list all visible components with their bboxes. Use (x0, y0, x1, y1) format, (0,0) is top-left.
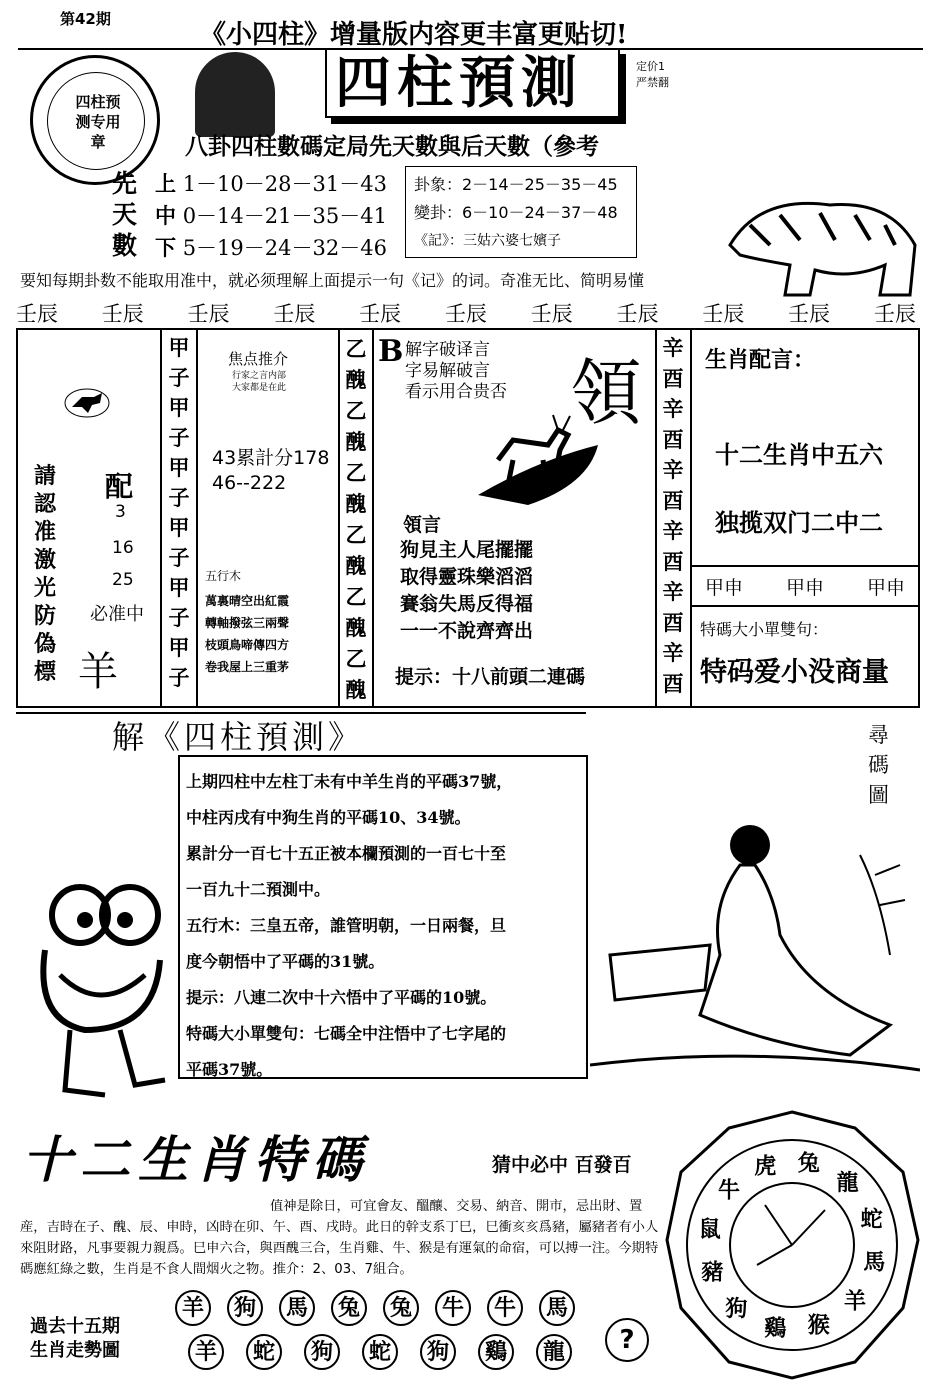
b-line: 看示用合贵否 (405, 382, 507, 402)
number-row-lower: 下 5－19－24－32－46 (155, 235, 387, 260)
frog-cartoon (25, 880, 175, 1110)
number-row-middle: 中 0－14－21－35－41 (155, 203, 387, 228)
ling-line: 狗見主人尾擺擺 (400, 539, 534, 561)
special-rule (690, 605, 920, 607)
jiashen-row (705, 573, 905, 600)
wheel-zodiac-label: 牛 (717, 1177, 741, 1204)
horse-logo-icon (62, 385, 112, 421)
brush-title: 十二生肖特碼 (22, 1130, 370, 1189)
special-text: 特码爱小没商量 (700, 657, 889, 688)
ling-line: 賽翁失馬反得福 (400, 593, 534, 615)
seal-stamp: 四柱预测专用章 (30, 55, 160, 185)
ganzhi-row (16, 298, 916, 328)
ganzhi-item: 壬辰 (616, 302, 659, 326)
wheel-zodiac-label: 狗 (725, 1296, 748, 1322)
b-lines (405, 340, 507, 403)
wheel-zodiac-label: 鼠 (698, 1216, 721, 1243)
jiashen-item: 甲申 (866, 577, 905, 599)
wheel-zodiac-label: 龍 (836, 1170, 859, 1196)
yichou-column: 乙醜 乙醜 乙醜 乙醜 乙醜 乙醜 (345, 336, 367, 702)
wuxing-label: 五行木 (205, 569, 242, 583)
zodiac-pill: 羊 (188, 1334, 224, 1370)
wheel-zodiac-label: 兔 (797, 1150, 820, 1177)
wheel-zodiac-label: 猴 (807, 1312, 830, 1339)
explain-line: 度今朝悟中了平碼的31號。 (186, 952, 385, 971)
pei-label: 配 (105, 470, 134, 503)
tip-line: 提示：十八前頭二連碼 (395, 666, 586, 688)
author-photo (195, 52, 275, 137)
special-label: 特碼大小單雙句： (700, 620, 829, 639)
zodiac-pill: 羊 (175, 1290, 211, 1326)
guess-slogan: 猜中必中 百發百 (492, 1154, 632, 1176)
price-note: 严禁翻 (636, 76, 669, 89)
lady-illustration (590, 815, 920, 1080)
wheel-zodiac-label: 馬 (863, 1249, 886, 1276)
focus-sub-1: 行家之言内部 (232, 371, 287, 381)
main-title: 四柱預測 (335, 50, 583, 116)
ganzhi-item: 壬辰 (101, 302, 144, 326)
issue-number: 第42期 (60, 10, 111, 28)
title-banner: 《小四柱》增量版内容更丰富更贴切! (200, 20, 628, 48)
bottom-paragraph: 值神是除日，可宜會友、醞釀、交易、納音、開市，忌出財、置産，吉時在子、醜、辰、申時，凶時在卯、午、酉、戌時。此日的幹支系丁巳，巳衝亥亥爲豬，屬豬者有小人來阻財路，凡事要親力親爲。巳申六合，與酉醜三合，生肖雞、牛、猴是有運氣的命宿，可以搏一注。今期特碼應紅綠之數，生肖是不食人間烟火之物。推介：2、03、7組合。 (20, 1199, 659, 1277)
poem-line: 萬裏晴空出紅霞 (205, 594, 290, 608)
ling-title: 領言 (403, 514, 442, 536)
history-row-2 (188, 1334, 594, 1370)
poem-line: 卷我屋上三重茅 (205, 660, 290, 674)
ganzhi-item: 壬辰 (273, 302, 316, 326)
zodiac-pill: 狗 (227, 1290, 263, 1326)
zodiac-pill: 牛 (487, 1290, 523, 1326)
yang-character: 羊 (78, 649, 118, 695)
explain-line: 特碼大小單雙句：七碼全中注悟中了七字尾的 (186, 1024, 507, 1043)
xian-tian-shu-labels: 先 天 數 (112, 169, 138, 260)
focus-sub-2: 大家都是在此 (232, 383, 287, 393)
price-label: 定价1 (636, 60, 665, 73)
explain-line: 上期四柱中左柱丁未有中羊生肖的平碼37號， (186, 772, 513, 791)
notice-text: 要知每期卦数不能取用准中，就必须理解上面提示一句《记》的词。奇准无比、简明易懂 (20, 271, 645, 290)
zodiac-pill: 狗 (420, 1334, 456, 1370)
explain-line: 累計分一百七十五正被本欄預測的一百七十至 (186, 844, 507, 863)
zodiac-pill: 馬 (279, 1290, 315, 1326)
number-row-upper: 上 1－10－28－31－43 (155, 171, 387, 196)
anti-fake-vertical: 請認准激光防偽標 (34, 463, 57, 685)
explain-title: 解《四柱預測》 (112, 718, 365, 756)
zodiac-pill: 龍 (536, 1334, 572, 1370)
zodiac-wheel (665, 1110, 920, 1380)
ganzhi-item: 壬辰 (16, 302, 58, 326)
zodiac-pill: 馬 (539, 1290, 575, 1326)
b-line: 解字破译言 (405, 340, 490, 360)
history-tag-2: 生肖走勢圖 (30, 1340, 120, 1361)
wheel-zodiac-label: 蛇 (860, 1206, 883, 1233)
explain-lines (186, 764, 584, 1088)
ganzhi-item: 壬辰 (873, 302, 916, 326)
zodiac-line-2: 独揽双门二中二 (715, 509, 883, 537)
explain-line: 五行木：三皇五帝，誰管明朝，一日兩餐，旦 (186, 916, 507, 935)
poem-line: 轉軸撥弦三兩聲 (205, 616, 290, 630)
b-line: 字易解破言 (405, 361, 490, 381)
ling-lines (400, 537, 533, 645)
number-rows (155, 168, 387, 264)
score-line-1: 43累計分178 (212, 447, 330, 469)
side-title: 尋碼圖 (868, 723, 889, 807)
pei-number-3: 25 (112, 570, 134, 590)
ling-line: 一一不說齊齊出 (400, 620, 534, 642)
question-mark: ? (605, 1318, 649, 1362)
history-tag-1: 過去十五期 (30, 1316, 120, 1337)
zodiac-pill: 狗 (304, 1334, 340, 1370)
yichou-divider (338, 330, 340, 706)
jiazi-divider-right (196, 330, 198, 706)
ling-line: 取得靈珠樂滔滔 (400, 566, 534, 588)
poem-block (205, 590, 289, 678)
focus-title: 焦点推介 (228, 350, 289, 368)
jiashen-item: 甲申 (705, 577, 744, 599)
pei-number-2: 16 (112, 538, 134, 558)
explain-line: 中柱丙戌有中狗生肖的平碼10、34號。 (186, 808, 471, 827)
jiashen-rule (690, 565, 920, 567)
b-label: B (378, 334, 404, 369)
wheel-zodiac-label: 羊 (843, 1288, 867, 1315)
page-subtitle: 八卦四柱數碼定局先天數與后天數（參考 (185, 133, 599, 160)
zodiac-pill: 蛇 (362, 1334, 398, 1370)
zodiac-pill: 牛 (435, 1290, 471, 1326)
pei-number-1: 3 (115, 502, 126, 522)
wheel-zodiac-label: 鷄 (764, 1315, 787, 1342)
yichou-divider-right (372, 330, 374, 706)
explain-line: 一百九十二預測中。 (186, 880, 331, 899)
poem-line: 枝頭鳥啼傳四方 (205, 638, 290, 652)
explain-line: 提示：八連二次中十六悟中了平碼的10號。 (186, 988, 497, 1007)
history-row-1 (175, 1290, 591, 1326)
zodiac-pill: 兔 (331, 1290, 367, 1326)
zodiac-pill: 兔 (383, 1290, 419, 1326)
wheel-zodiac-label: 虎 (754, 1153, 777, 1180)
zodiac-pill: 蛇 (246, 1334, 282, 1370)
jiazi-divider (160, 330, 162, 706)
ganzhi-item: 壬辰 (359, 302, 402, 326)
deer-illustration (468, 400, 608, 510)
pei-note: 必准中 (90, 604, 144, 625)
zodiac-title: 生肖配言： (705, 348, 816, 373)
xinyou-column: 辛酉 辛酉 辛酉 辛酉 辛酉 辛酉 (662, 335, 684, 696)
ganzhi-item: 壬辰 (187, 302, 230, 326)
ling-character: 領 (570, 351, 643, 435)
jiazi-column: 甲子 甲子 甲子 甲子 甲子 甲子 (168, 335, 190, 690)
zodiac-pill: 鷄 (478, 1334, 514, 1370)
gua-box (405, 166, 637, 258)
ganzhi-item: 壬辰 (444, 302, 487, 326)
explain-line: 平碼37號。 (186, 1060, 273, 1079)
ganzhi-item: 壬辰 (530, 302, 573, 326)
wheel-zodiac-label: 豬 (701, 1259, 724, 1286)
xinyou-divider (655, 330, 657, 706)
ji-row: 《記》：三姑六婆七嬪子 (414, 233, 561, 249)
bian-gua-row: 變卦：6－10－24－37－48 (414, 203, 618, 222)
score-line-2: 46--222 (212, 472, 287, 494)
zodiac-line-1: 十二生肖中五六 (715, 441, 883, 469)
gua-xiang-row: 卦象：2－14－25－35－45 (414, 175, 618, 194)
xinyou-divider-right (690, 330, 692, 706)
jiashen-item: 甲申 (785, 577, 824, 599)
ganzhi-item: 壬辰 (788, 302, 831, 326)
ganzhi-item: 壬辰 (702, 302, 745, 326)
